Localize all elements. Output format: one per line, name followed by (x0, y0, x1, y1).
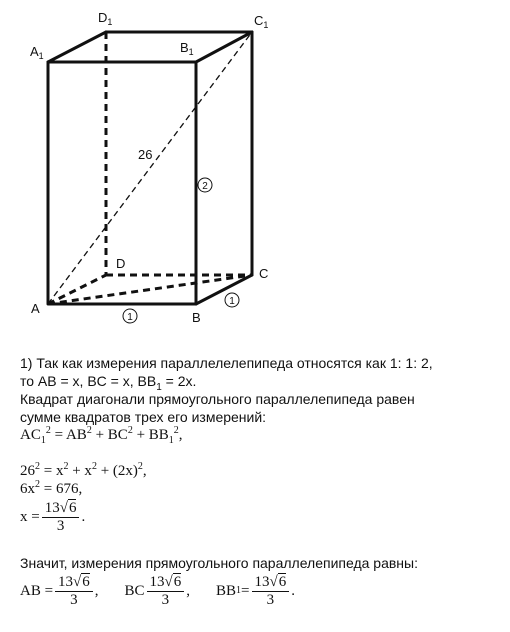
equation-1: $AC_1^2 = AB^2 + BC^2 + BB_1^2$, (20, 425, 183, 446)
solution-text (20, 354, 500, 610)
edge-a1-d1 (48, 32, 106, 62)
bc-answer-fraction: $\frac{13√6}{3}$ (147, 574, 185, 609)
ab-answer-fraction: $\frac{13√6}{3}$ (55, 574, 93, 609)
x-fraction: $\frac{13√6}{3}$ (42, 500, 80, 535)
solution-line-1: 1) Так как измерения параллелелепипеда относятся как 1: 1: 2, (20, 355, 433, 371)
edge-mark-ab (123, 309, 137, 323)
conclusion-line: Значит, измерения прямоугольного параллелепипеда равны: (20, 555, 418, 571)
solution-line-2: то AB = x, BC = x, $BB_1 = 2x$. (20, 373, 197, 393)
vertex-c1-label: $C_1$ (254, 13, 269, 30)
solution-line-4: сумме квадратов трех его измерений: (20, 409, 267, 425)
vertex-b1-label: $B_1$ (180, 40, 194, 57)
equation-2: $26^2 = x^2 + x^2 + (2x)^2$, (20, 461, 147, 479)
vertex-a1-label: $A_1$ (30, 44, 44, 61)
solution-line-3: Квадрат диагонали прямоугольного параллелепипеда равен (20, 391, 415, 407)
vertex-a-label: A (31, 301, 40, 316)
equation-3: $6x^2 = 676$, (20, 479, 83, 497)
vertex-b-label: B (192, 310, 201, 325)
edge-b-c (196, 275, 252, 304)
diagonal-a-c1 (48, 32, 252, 304)
vertex-d-label: D (116, 256, 126, 271)
svg-text:1: 1 (229, 296, 235, 307)
edge-mark-bb1 (198, 178, 212, 192)
svg-text:1: 1 (127, 312, 133, 323)
diagonal-length-label: 26 (138, 147, 153, 162)
equation-4: x = $\frac{13√6}{3}$ . (20, 499, 86, 534)
vertex-d1-label: $D_1$ (98, 10, 113, 27)
edge-b1-c1 (196, 32, 252, 62)
answers-line: AB = $\frac{13√6}{3}$ , BC $\frac{13√6}{3}$ , BB 1 = $\frac{13√6}{3}$ . (20, 573, 295, 608)
edge-mark-bc (225, 293, 239, 307)
svg-text:2: 2 (202, 181, 208, 192)
bb1-answer-fraction: $\frac{13√6}{3}$ (252, 574, 290, 609)
vertex-c-label: C (259, 266, 269, 281)
